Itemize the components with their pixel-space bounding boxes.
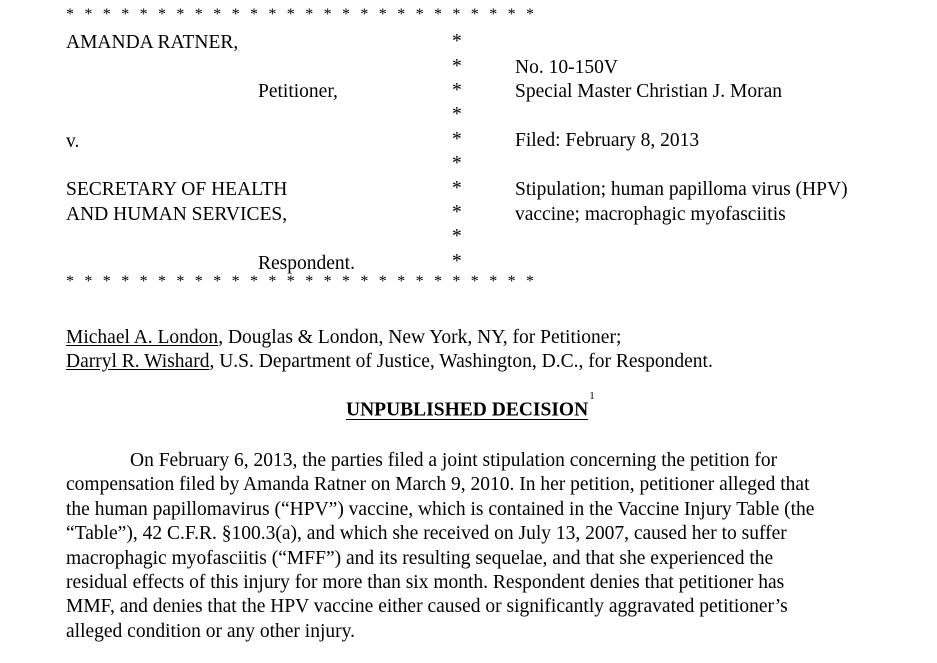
special-master: Special Master Christian J. Moran	[515, 81, 782, 102]
decision-title-text: UNPUBLISHED DECISION	[346, 399, 589, 421]
footnote-marker: 1	[589, 390, 595, 402]
caption-star: *	[452, 129, 462, 150]
paragraph-line: On February 6, 2013, the parties filed a joint stipulation concerning the petition for	[130, 450, 778, 471]
counsel-respondent	[66, 352, 713, 372]
caption-star: *	[452, 31, 462, 52]
caption-star: *	[452, 202, 462, 223]
caption-star: *	[452, 104, 462, 125]
caption-star: *	[452, 56, 462, 77]
paragraph-line: MMF, and denies that the HPV vaccine either caused or significantly aggravated petitioner’s	[66, 596, 788, 618]
petitioner-counsel-details: , Douglas & London, New York, NY, for Petitioner;	[218, 327, 622, 348]
paragraph-line: the human papillomavirus (“HPV”) vaccine, which is contained in the Vaccine Injury Table (the	[66, 498, 815, 520]
respondent-role: Respondent.	[258, 253, 355, 274]
filed-date: Filed: February 8, 2013	[515, 130, 700, 151]
paragraph-line: compensation filed by Amanda Ratner on March 9, 2010. In her petition, petitioner alleged that	[66, 474, 810, 496]
keywords-line1: Stipulation; human papilloma virus (HPV)	[515, 179, 848, 200]
petitioner-attorney: Michael A. London	[66, 327, 219, 348]
respondent-counsel-details: , U.S. Department of Justice, Washington, D.C., for Respondent.	[209, 351, 713, 372]
paragraph-line: alleged condition or any other injury.	[66, 620, 355, 642]
petitioner-name: AMANDA RATNER,	[66, 32, 239, 53]
keywords-line2: vaccine; macrophagic myofasciitis	[515, 204, 786, 225]
caption-stars-top: * * * * * * * * * * * * * * * * * * * * * * * * * *	[66, 6, 538, 23]
respondent-name-line1: SECRETARY OF HEALTH	[66, 179, 288, 200]
case-number: No. 10-150V	[515, 57, 618, 78]
versus-label: v.	[66, 131, 80, 152]
caption-stars-bottom: * * * * * * * * * * * * * * * * * * * * * * * * * *	[66, 273, 538, 290]
caption-star: *	[452, 251, 462, 272]
caption-star: *	[452, 153, 462, 174]
paragraph-line: “Table”), 42 C.F.R. §100.3(a), and which she received on July 13, 2007, caused her to suffer	[66, 523, 787, 545]
paragraph-line: macrophagic myofasciitis (“MFF”) and its resulting sequelae, and that she experienced the	[66, 547, 774, 569]
decision-title	[346, 390, 595, 421]
paragraph-line: residual effects of this injury for more than six month. Respondent denies that petitioner has	[66, 572, 785, 594]
caption-star: *	[452, 226, 462, 247]
petitioner-role: Petitioner,	[258, 81, 338, 102]
decision-paragraph	[66, 449, 896, 644]
respondent-name-line2: AND HUMAN SERVICES,	[66, 204, 288, 225]
counsel-petitioner	[66, 328, 621, 348]
caption-star: *	[452, 178, 462, 199]
respondent-attorney: Darryl R. Wishard	[66, 351, 210, 372]
caption-star: *	[452, 80, 462, 101]
